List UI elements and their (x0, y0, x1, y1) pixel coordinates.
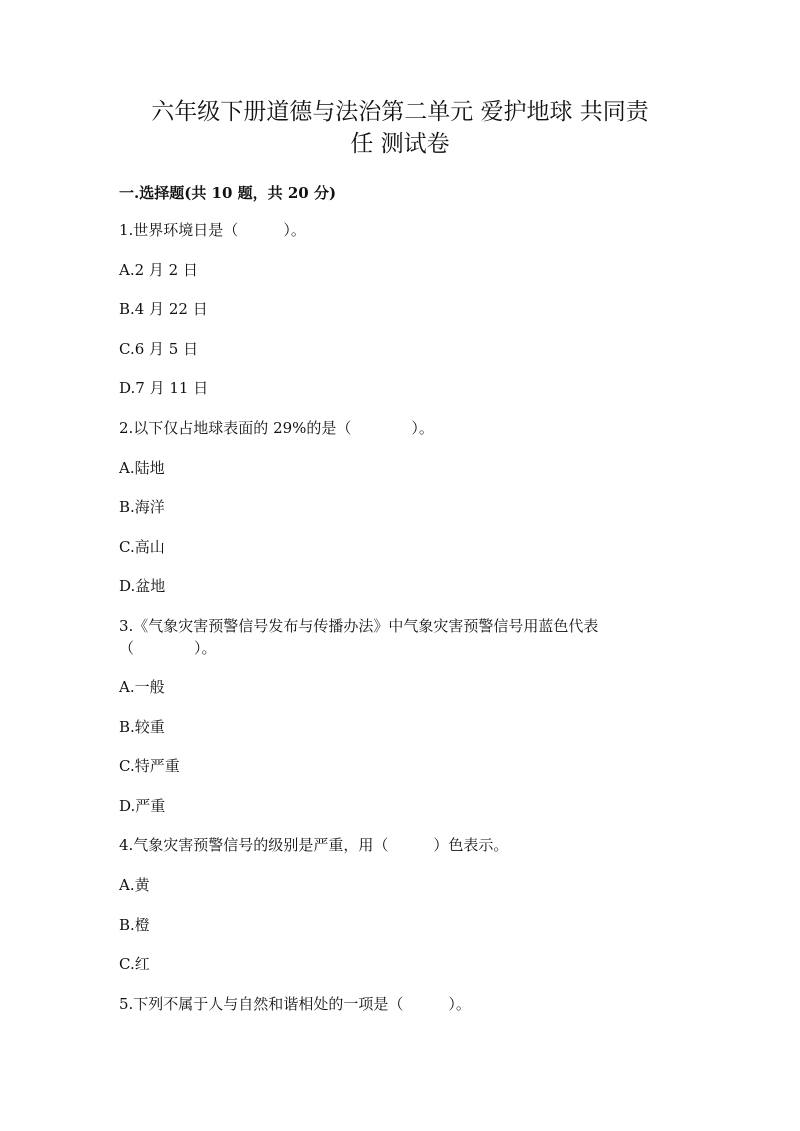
question-2-stem: 2.以下仅占地球表面的 29%的是（ ）。 (119, 419, 434, 437)
question-4-option-b: B.橙 (119, 916, 150, 934)
question-1-option-b: B.4 月 22 日 (119, 300, 208, 318)
question-4-option-a: A.黄 (119, 876, 150, 894)
question-1-option-d: D.7 月 11 日 (119, 379, 209, 397)
question-2-option-a: A.陆地 (119, 459, 165, 477)
question-1-option-a: A.2 月 2 日 (119, 261, 198, 279)
question-1-stem: 1.世界环境日是（ ）。 (119, 221, 306, 239)
document-title (100, 96, 700, 160)
question-2-option-d: D.盆地 (119, 577, 166, 595)
question-2-option-b: B.海洋 (119, 498, 165, 516)
question-4-option-c: C.红 (119, 955, 150, 973)
question-3-option-c: C.特严重 (119, 757, 180, 775)
question-4-stem: 4.气象灾害预警信号的级别是严重，用（ ）色表示。 (119, 836, 509, 854)
question-3-option-a: A.一般 (119, 678, 165, 696)
title-line-1: 六年级下册道德与法治第二单元 爱护地球 共同责 (151, 99, 649, 125)
question-3-stem-line-1: 3.《气象灾害预警信号发布与传播办法》中气象灾害预警信号用蓝色代表 (119, 617, 599, 635)
question-3-option-b: B.较重 (119, 718, 165, 736)
question-2-option-c: C.高山 (119, 538, 165, 556)
question-5-stem: 5.下列不属于人与自然和谐相处的一项是（ ）。 (119, 995, 471, 1013)
section-heading: 一.选择题(共 10 题，共 20 分) (119, 184, 337, 202)
question-3-option-d: D.严重 (119, 797, 166, 815)
question-1-option-c: C.6 月 5 日 (119, 340, 199, 358)
title-line-2: 任 测试卷 (350, 131, 450, 157)
question-3-stem-line-2: （ ）。 (119, 639, 217, 657)
